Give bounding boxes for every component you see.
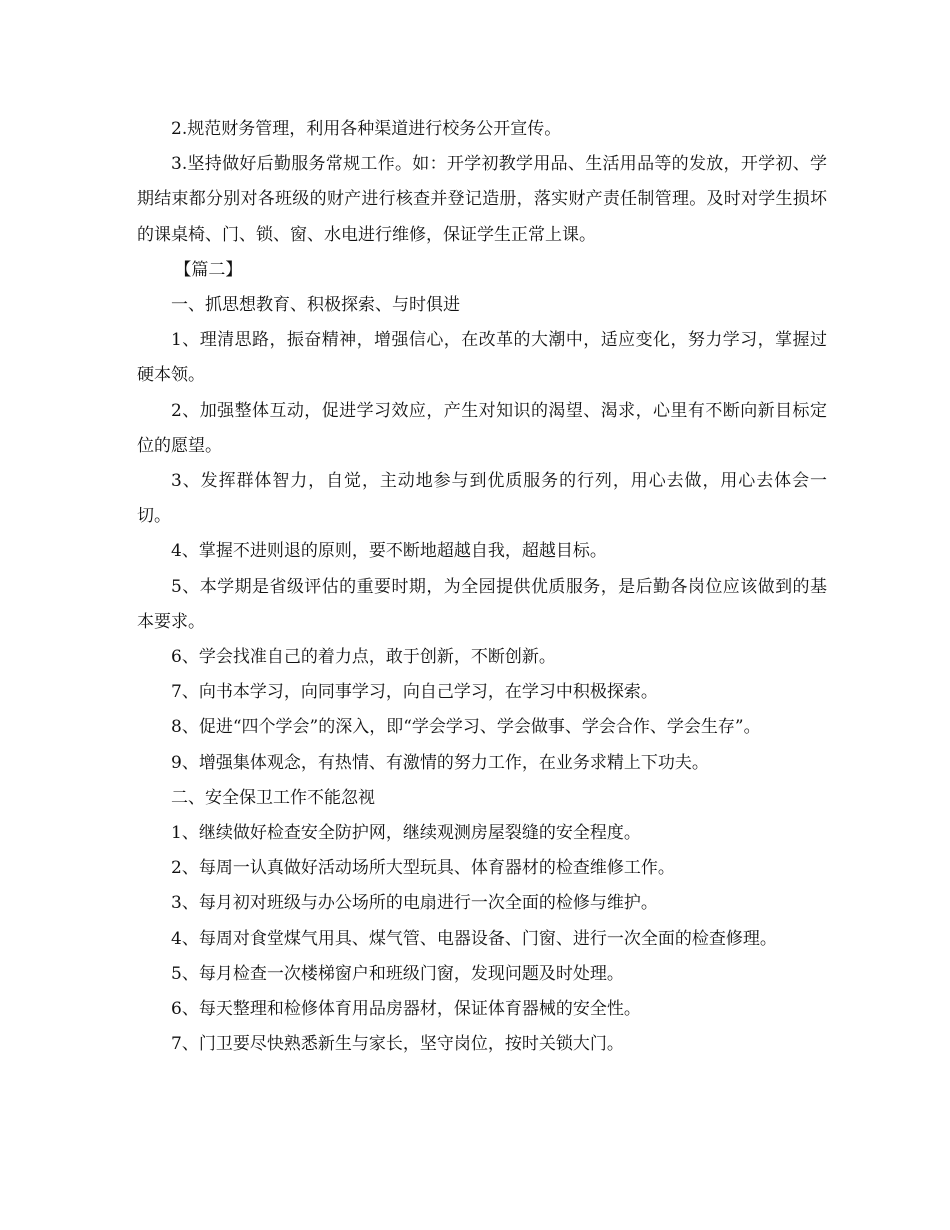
- paragraph: 4、掌握不进则退的原则，要不断地超越自我，超越目标。: [171, 541, 607, 562]
- paragraph: 5、每月检查一次楼梯窗户和班级门窗，发现问题及时处理。: [171, 963, 624, 984]
- paragraph: 7、向书本学习，向同事学习，向自己学习，在学习中积极探索。: [171, 682, 658, 703]
- paragraph: 5、本学期是省级评估的重要时期，为全园提供优质服务，是后勤各岗位应该做到的基本要求。: [137, 576, 827, 632]
- paragraph: 4、每周对食堂煤气用具、煤气管、电器设备、门窗、进行一次全面的检查修理。: [171, 928, 777, 949]
- paragraph: 6、学会找准自己的着力点，敢于创新，不断创新。: [171, 647, 556, 668]
- paragraph: 9、增强集体观念，有热情、有激情的努力工作，在业务求精上下功夫。: [171, 752, 709, 773]
- paragraph: 1、继续做好检查安全防护网，继续观测房屋裂缝的安全程度。: [171, 823, 641, 844]
- paragraph: 2.规范财务管理，利用各种渠道进行校务公开宣传。: [171, 119, 562, 139]
- paragraph: 3.坚持做好后勤服务常规工作。如：开学初教学用品、生活用品等的发放，开学初、学期结束都分别对各班级的财产进行核查并登记造册，落实财产责任制管理。及时对学生损坏的课桌椅、门、锁、窗、水电进行维修，保证学生正常上课。: [137, 154, 827, 245]
- paragraph: 3、发挥群体智力，自觉，主动地参与到优质服务的行列，用心去做，用心去体会一切。: [137, 471, 827, 527]
- paragraph: 1、理清思路，振奋精神，增强信心，在改革的大潮中，适应变化，努力学习，掌握过硬本领。: [137, 330, 827, 386]
- paragraph: 3、每月初对班级与办公场所的电扇进行一次全面的检修与维护。: [171, 893, 658, 914]
- paragraph: 2、加强整体互动，促进学习效应，产生对知识的渴望、渴求，心里有不断向新目标定位的愿望。: [137, 400, 827, 456]
- section-heading: 二、安全保卫工作不能忽视: [171, 787, 375, 808]
- paragraph: 6、每天整理和检修体育用品房器材，保证体育器械的安全性。: [171, 999, 641, 1020]
- document-body: [137, 112, 827, 1062]
- paragraph: 7、门卫要尽快熟悉新生与家长，坚守岗位，按时关锁大门。: [171, 1034, 624, 1055]
- section-heading: 一、抓思想教育、积极探索、与时俱进: [171, 295, 460, 316]
- paragraph: 8、促进“四个学会”的深入，即“学会学习、学会做事、学会合作、学会生存”。: [171, 717, 761, 738]
- section-heading: 【篇二】: [174, 259, 243, 280]
- paragraph: 2、每周一认真做好活动场所大型玩具、体育器材的检查维修工作。: [171, 858, 675, 879]
